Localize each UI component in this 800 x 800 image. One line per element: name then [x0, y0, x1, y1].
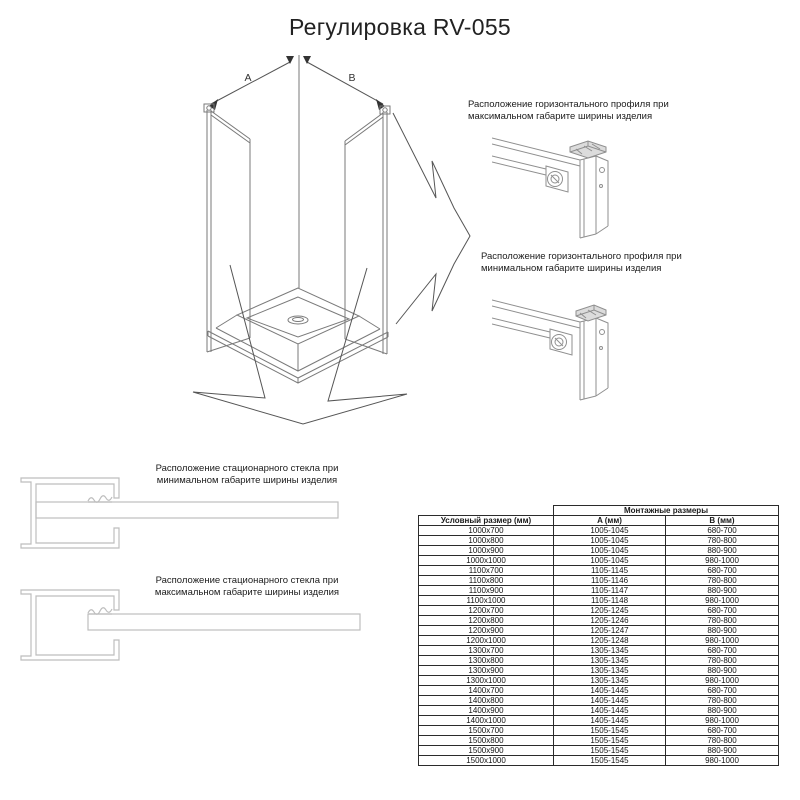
table-row [419, 706, 779, 716]
table-cell: 1300x700 [419, 646, 554, 656]
table-row [419, 656, 779, 666]
table-cell: 1000x800 [419, 536, 554, 546]
b-header-cell: B (мм) [666, 516, 779, 526]
table-cell: 1200x900 [419, 626, 554, 636]
glass-detail-max-drawing [14, 586, 364, 686]
profile-detail-max-drawing [492, 128, 650, 240]
table-header-row [419, 516, 779, 526]
table-cell: 1305-1345 [554, 666, 666, 676]
table-row [419, 546, 779, 556]
table-cell: 880-900 [666, 706, 779, 716]
table-cell: 880-900 [666, 666, 779, 676]
table-cell: 1000x700 [419, 526, 554, 536]
table-cell: 1405-1445 [554, 706, 666, 716]
table-cell: 1400x800 [419, 696, 554, 706]
glass-detail-min-drawing [14, 474, 364, 574]
table-row [419, 646, 779, 656]
table-row [419, 606, 779, 616]
glass-edge [88, 614, 360, 630]
dimension-b [303, 56, 385, 110]
adjuster-bracket [546, 166, 568, 192]
table-row [419, 556, 779, 566]
table-cell: 1005-1045 [554, 556, 666, 566]
table-cell: 980-1000 [666, 756, 779, 766]
table-cell: 1100x800 [419, 576, 554, 586]
table-cell: 1105-1145 [554, 566, 666, 576]
table-cell: 880-900 [666, 586, 779, 596]
table-row [419, 576, 779, 586]
table-cell: 780-800 [666, 536, 779, 546]
table-row [419, 716, 779, 726]
table-cell: 1400x1000 [419, 716, 554, 726]
table-row [419, 676, 779, 686]
table-body [419, 526, 779, 766]
table-cell: 780-800 [666, 696, 779, 706]
profile-detail-min-drawing [492, 290, 650, 402]
table-cell: 880-900 [666, 546, 779, 556]
table-cell: 1405-1445 [554, 716, 666, 726]
table-cell: 1100x1000 [419, 596, 554, 606]
table-cell: 680-700 [666, 686, 779, 696]
table-cell: 1100x900 [419, 586, 554, 596]
table-cell: 680-700 [666, 526, 779, 536]
caption-line: минимальном габарите ширины изделия [156, 474, 338, 486]
table-cell: 1305-1345 [554, 646, 666, 656]
a-header-cell: A (мм) [554, 516, 666, 526]
table-row [419, 746, 779, 756]
table-cell: 980-1000 [666, 556, 779, 566]
caption-line: Расположение стационарного стекла при [155, 575, 339, 586]
table-cell: 780-800 [666, 576, 779, 586]
table-row [419, 636, 779, 646]
table-cell: 1005-1045 [554, 546, 666, 556]
caption-line: Расположение стационарного стекла при [155, 463, 339, 474]
table-row [419, 586, 779, 596]
table-cell: 1200x700 [419, 606, 554, 616]
table-cell: 1205-1247 [554, 626, 666, 636]
wall-profile-section [21, 590, 119, 660]
table-cell: 1505-1545 [554, 736, 666, 746]
caption-profile-max [468, 99, 688, 122]
glass-edge [36, 502, 338, 518]
table-cell: 980-1000 [666, 636, 779, 646]
caption-profile-min [481, 251, 701, 274]
size-header-cell: Условный размер (мм) [419, 516, 554, 526]
table-row [419, 566, 779, 576]
table-cell: 1300x900 [419, 666, 554, 676]
table-cell: 1005-1045 [554, 536, 666, 546]
table-cell: 1300x1000 [419, 676, 554, 686]
shower-tray [208, 288, 388, 383]
table-cell: 1300x800 [419, 656, 554, 666]
page-title: Регулировка RV-055 [288, 14, 512, 40]
glass-panel-right [345, 106, 390, 354]
table-cell: 1000x1000 [419, 556, 554, 566]
table-cell: 1505-1545 [554, 756, 666, 766]
corner-block [570, 141, 606, 158]
caption-line: минимальном габарите ширины изделия [481, 262, 662, 274]
table-cell: 980-1000 [666, 596, 779, 606]
table-cell: 1400x700 [419, 686, 554, 696]
table-cell: 880-900 [666, 746, 779, 756]
arrow-to-profile-details [393, 113, 470, 324]
caption-line: Расположение горизонтального профиля при [468, 99, 669, 110]
table-cell: 680-700 [666, 566, 779, 576]
spring-clip [88, 608, 112, 615]
table-cell: 1200x800 [419, 616, 554, 626]
dimension-a [209, 56, 294, 110]
table-row [419, 666, 779, 676]
spring-clip [88, 496, 112, 503]
table-cell: 1500x700 [419, 726, 554, 736]
table-cell: 780-800 [666, 616, 779, 626]
table-cell: 1005-1045 [554, 526, 666, 536]
table-cell: 980-1000 [666, 716, 779, 726]
adjuster-bracket [550, 329, 572, 355]
caption-line: Расположение горизонтального профиля при [481, 251, 682, 262]
table-cell: 1000x900 [419, 546, 554, 556]
table-cell: 880-900 [666, 626, 779, 636]
table-cell: 1105-1148 [554, 596, 666, 606]
table-row [419, 696, 779, 706]
table-row [419, 536, 779, 546]
table-cell: 780-800 [666, 656, 779, 666]
table-cell: 980-1000 [666, 676, 779, 686]
table-cell: 680-700 [666, 606, 779, 616]
caption-line: максимальном габарите ширины изделия [468, 110, 653, 122]
table-cell: 1405-1445 [554, 686, 666, 696]
table-cell: 780-800 [666, 736, 779, 746]
table-row [419, 616, 779, 626]
table-cell: 680-700 [666, 646, 779, 656]
table-cell: 680-700 [666, 726, 779, 736]
table-row [419, 756, 779, 766]
table-cell: 1205-1248 [554, 636, 666, 646]
table-cell: 1105-1147 [554, 586, 666, 596]
table-cell: 1205-1245 [554, 606, 666, 616]
table-cell: 1400x900 [419, 706, 554, 716]
table-cell: 1500x900 [419, 746, 554, 756]
table-group-header-row [419, 506, 779, 516]
shower-enclosure-drawing [180, 48, 490, 448]
table-cell: 1305-1345 [554, 656, 666, 666]
empty-header-cell [419, 506, 554, 516]
table-cell: 1100x700 [419, 566, 554, 576]
group-header-cell: Монтажные размеры [554, 506, 779, 516]
table-row [419, 526, 779, 536]
table-cell: 1500x800 [419, 736, 554, 746]
table-row [419, 626, 779, 636]
dim-b-label: B [348, 72, 356, 84]
table-row [419, 596, 779, 606]
table-row [419, 736, 779, 746]
table-row [419, 726, 779, 736]
table-row [419, 686, 779, 696]
table-cell: 1200x1000 [419, 636, 554, 646]
caption-line: максимальном габарите ширины изделия [154, 586, 340, 598]
table-cell: 1105-1146 [554, 576, 666, 586]
table-cell: 1405-1445 [554, 696, 666, 706]
mounting-sizes-table [418, 505, 779, 766]
dim-a-label: A [244, 72, 252, 84]
table-cell: 1500x1000 [419, 756, 554, 766]
table-cell: 1505-1545 [554, 746, 666, 756]
table-cell: 1305-1345 [554, 676, 666, 686]
table-cell: 1505-1545 [554, 726, 666, 736]
table-cell: 1205-1246 [554, 616, 666, 626]
corner-block [576, 305, 606, 321]
